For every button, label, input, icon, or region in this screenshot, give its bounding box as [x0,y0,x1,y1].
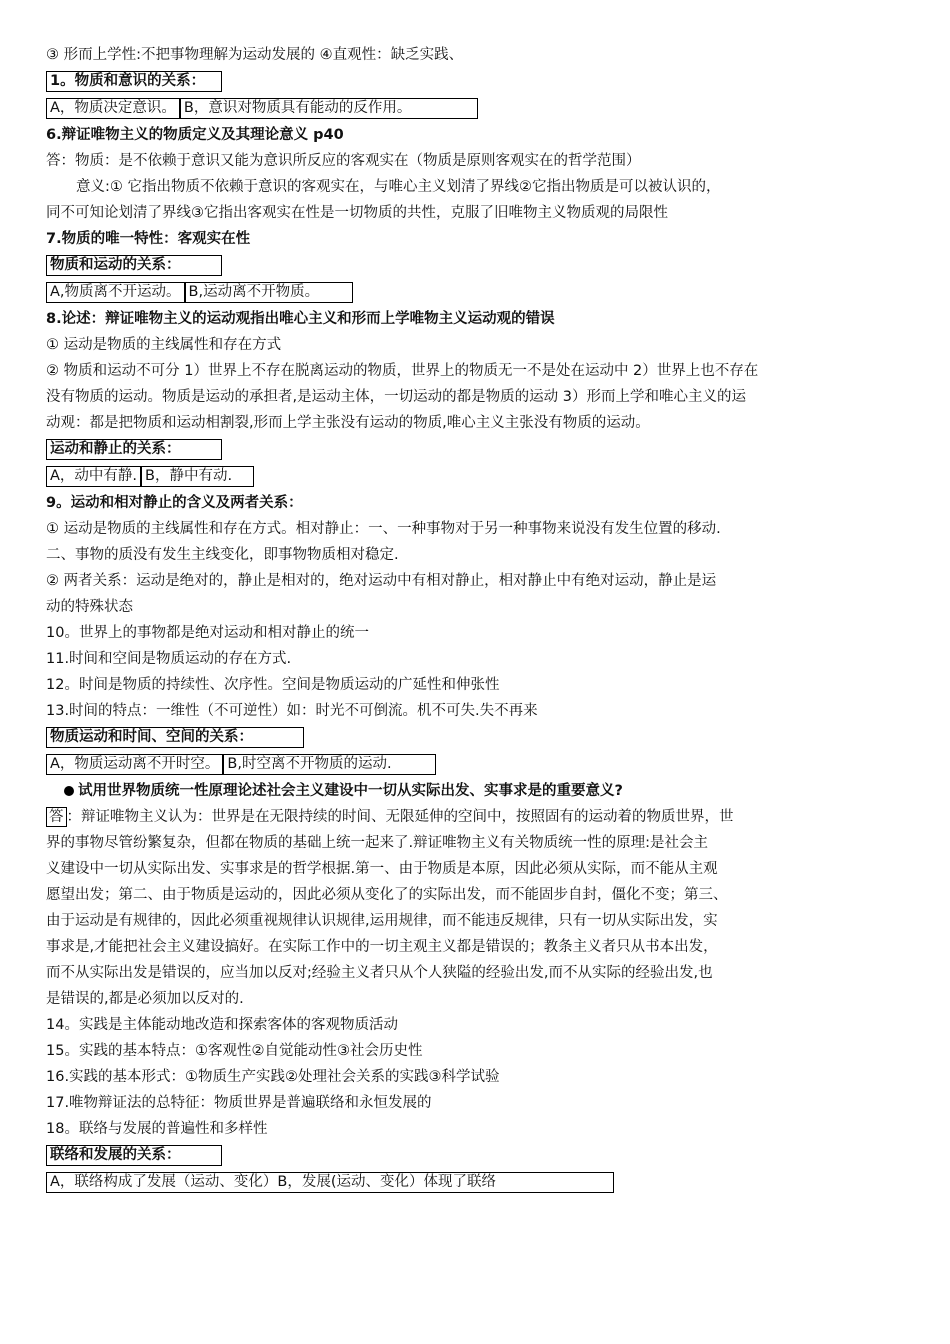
text-line: 动的特殊状态 [46,599,133,615]
text-line: 12。时间是物质的持续性、次序性。空间是物质运动的广延性和伸张性 [46,677,500,693]
text-line: 11.时间和空间是物质运动的存在方式. [46,651,292,667]
text-line: ③ 形而上学性:不把事物理解为运动发展的 ④直观性：缺乏实践、 [46,47,464,63]
relation-a: A，动中有静. [46,466,141,487]
text-line: 13.时间的特点：一维性（不可逆性）如：时光不可倒流。机不可失.失不再来 [46,703,538,719]
heading-7: 7.物质的唯一特性：客观实在性 [46,231,251,247]
answer-text: ：辩证唯物主义认为：世界是在无限持续的时间、无限延伸的空间中，按照固有的运动着的物质世界，世 [66,809,734,825]
text-line: ① 运动是物质的主线属性和存在方式。相对静止：一、一种事物对于另一种事物来说没有发生位置的移动. [46,521,721,537]
text-line: 没有物质的运动。物质是运动的承担者,是运动主体，一切运动的都是物质的运动 3）形而上学和唯心主义的运 [46,389,746,405]
section-heading-row [46,68,926,95]
bullet-icon [64,786,74,796]
heading-motion-rest: 运动和静止的关系： [46,439,222,460]
text-line [46,804,926,830]
text-line: 动观：都是把物质和运动相割裂,形而上学主张没有运动的物质,唯心主义主张没有物质的运动。 [46,415,650,431]
text-line: 二、事物的质没有发生主线变化，即事物物质相对稳定. [46,547,399,563]
heading-9: 9。运动和相对静止的含义及两者关系： [46,495,303,511]
text-line: 界的事物尽管纷繁复杂，但都在物质的基础上统一起来了.辩证唯物主义有关物质统一性的原理:是社会主 [46,835,708,851]
text-line: 18。联络与发展的普遍性和多样性 [46,1121,268,1137]
text-line: 17.唯物辩证法的总特征：物质世界是普遍联络和永恒发展的 [46,1095,432,1111]
relation-row [46,1169,926,1196]
relation-b: B,运动离不开物质。 [185,282,353,303]
relation-b: B,时空离不开物质的运动. [223,754,436,775]
relation-b: B，静中有动. [141,466,254,487]
relation-row [46,463,926,490]
relation-a: A,物质离不开运动。 [46,282,185,303]
question-text: 试用世界物质统一性原理论述社会主义建设中一切从实际出发、实事求是的重要意义? [78,783,623,799]
text-line: 而不从实际出发是错误的，应当加以反对;经验主义者只从个人狭隘的经验出发,而不从实际的经验出发,也 [46,965,713,981]
relation-a: A，物质决定意识。 [46,98,180,119]
text-line: 14。实践是主体能动地改造和探索客体的客观物质活动 [46,1017,398,1033]
text-line: ② 两者关系：运动是绝对的，静止是相对的，绝对运动中有相对静止，相对静止中有绝对运动，静止是运 [46,573,717,589]
text-line: 由于运动是有规律的，因此必须重视规律认识规律,运用规律，而不能违反规律，只有一切从实际出发，实 [46,913,718,929]
text-line: 意义:① 它指出物质不依赖于意识的客观实在，与唯心主义划清了界线②它指出物质是可以被认识的， [76,179,721,195]
heading-matter-motion: 物质和运动的关系： [46,255,222,276]
document-page [46,42,926,1196]
text-line: 愿望出发；第二、由于物质是运动的，因此必须从变化了的实际出发，而不能固步自封，僵化不变；第三、 [46,887,728,903]
section-heading-row [46,252,926,279]
section-heading-row [46,724,926,751]
text-line: ② 物质和运动不可分 1）世界上不存在脱离运动的物质，世界上的物质无一不是处在运动中 2）世界上也不存在 [46,363,759,379]
relation-a: A，物质运动离不开时空。 [46,754,223,775]
text-line: 答：物质：是不依赖于意识又能为意识所反应的客观实在（物质是原则客观实在的哲学范围） [46,153,641,169]
heading-motion-spacetime: 物质运动和时间、空间的关系： [46,727,304,748]
text-line: ① 运动是物质的主线属性和存在方式 [46,337,282,353]
text-line: 15。实践的基本特点：①客观性②自觉能动性③社会历史性 [46,1043,423,1059]
heading-8: 8.论述：辩证唯物主义的运动观指出唯心主义和形而上学唯物主义运动观的错误 [46,311,555,327]
text-line: 是错误的,都是必须加以反对的. [46,991,244,1007]
text-line: 16.实践的基本形式：①物质生产实践②处理社会关系的实践③科学试验 [46,1069,500,1085]
heading-matter-consciousness: 1。物质和意识的关系： [46,71,222,92]
heading-6: 6.辩证唯物主义的物质定义及其理论意义 p40 [46,127,344,143]
relation-row [46,95,926,122]
text-line: 10。世界上的事物都是绝对运动和相对静止的统一 [46,625,369,641]
relation-ab: A，联络构成了发展（运动、变化）B，发展(运动、变化）体现了联络 [46,1172,614,1193]
text-line: 同不可知论划清了界线③它指出客观实在性是一切物质的共性，克服了旧唯物主义物质观的局限性 [46,205,668,221]
section-heading-row [46,1142,926,1169]
relation-b: B，意识对物质具有能动的反作用。 [180,98,478,119]
text-line: 义建设中一切从实际出发、实事求是的哲学根据.第一、由于物质是本原，因此必须从实际，而不能从主观 [46,861,718,877]
relation-row [46,279,926,306]
heading-connection-development: 联络和发展的关系： [46,1145,222,1166]
section-heading-row [46,436,926,463]
relation-row [46,751,926,778]
answer-label: 答 [46,807,67,827]
question-heading [46,778,926,804]
text-line: 事求是,才能把社会主义建设搞好。在实际工作中的一切主观主义都是错误的；教条主义者只从书本出发， [46,939,718,955]
